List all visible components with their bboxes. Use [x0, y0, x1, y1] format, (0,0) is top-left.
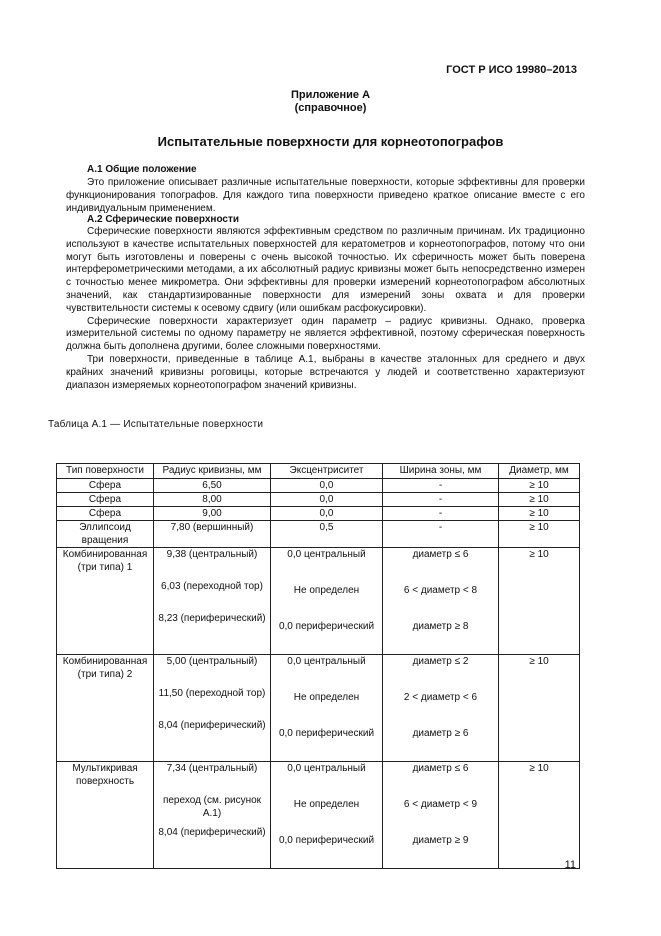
table-row	[57, 493, 580, 507]
table-header-row	[57, 464, 580, 479]
column-header: Ширина зоны, мм	[383, 464, 499, 479]
cell-zone	[383, 493, 499, 507]
surfaces-table	[56, 463, 580, 869]
cell-surface-type: Сфера	[57, 507, 154, 521]
table-row	[57, 479, 580, 493]
cell-surface-type: Мультикривая поверхность	[57, 762, 154, 869]
column-header: Эксцентриситет	[271, 464, 383, 479]
cell-value: диаметр ≥ 8	[412, 621, 469, 632]
cell-surface-type: Сфера	[57, 493, 154, 507]
cell-value: 9,38 (центральный)	[166, 549, 258, 560]
cell-value: диаметр ≤ 6	[412, 549, 469, 560]
cell-radius	[154, 479, 271, 493]
cell-radius	[154, 521, 271, 548]
cell-ecc	[271, 507, 383, 521]
cell-value: 8,04 (периферический)	[158, 720, 266, 731]
standard-id: ГОСТ Р ИСО 19980–2013	[446, 64, 577, 76]
column-header: Диаметр, мм	[499, 464, 580, 479]
cell-value: 6,03 (переходной тор)	[161, 581, 263, 592]
cell-value: Не определен	[293, 799, 360, 810]
cell-surface-type: Эллипсоид вращения	[57, 521, 154, 548]
cell-zone	[383, 479, 499, 493]
cell-zone	[383, 655, 499, 762]
cell-value: 0,0	[319, 480, 334, 491]
cell-value: 8,23 (периферический)	[158, 613, 266, 624]
cell-zone	[383, 548, 499, 655]
cell-value: диаметр ≥ 9	[412, 835, 469, 846]
cell-value: 7,80 (вершинный)	[170, 522, 254, 533]
cell-zone	[383, 762, 499, 869]
cell-radius	[154, 507, 271, 521]
cell-radius	[154, 493, 271, 507]
cell-value: 8,00	[202, 494, 222, 505]
cell-value: Не определен	[293, 585, 360, 596]
paragraph: Это приложение описывает различные испытательные поверхности, которые эффективны для проверки функционирования топографов. Для каждого типа поверхности приведено краткое описание вместе с его индивидуальным применением.	[66, 177, 585, 214]
cell-value: 9,00	[202, 508, 222, 519]
page-number: 11	[564, 859, 576, 871]
cell-radius	[154, 655, 271, 762]
cell-diameter: ≥ 10	[499, 479, 580, 493]
cell-value: диаметр ≤ 2	[412, 656, 469, 667]
paragraph: Три поверхности, приведенные в таблице А.1, выбраны в качестве эталонных для среднего и двух крайних значений кривизны роговицы, которые встречаются у людей и соответственно характеризуют диапазон измеряемых корнеотопографом значений кривизны.	[66, 353, 585, 391]
cell-value: диаметр ≥ 6	[412, 728, 469, 739]
cell-value: 0,0 периферический	[278, 621, 375, 632]
cell-ecc	[271, 762, 383, 869]
table-row	[57, 655, 580, 762]
cell-diameter: ≥ 10	[499, 493, 580, 507]
cell-diameter: ≥ 10	[499, 507, 580, 521]
table-caption: Таблица А.1 — Испытательные поверхности	[48, 419, 264, 430]
cell-value: -	[438, 508, 443, 519]
cell-value: 0,0 центральный	[287, 656, 366, 667]
cell-ecc	[271, 479, 383, 493]
cell-surface-type: Комбинированная (три типа) 1	[57, 548, 154, 655]
cell-diameter: ≥ 10	[499, 762, 580, 869]
cell-value: -	[438, 494, 443, 505]
cell-value: 0,0 периферический	[278, 835, 375, 846]
section-heading: А.1 Общие положение	[87, 164, 197, 175]
cell-value: 7,34 (центральный)	[166, 763, 258, 774]
appendix-subtitle: (справочное)	[294, 102, 367, 114]
column-header: Тип поверхности	[57, 464, 154, 479]
cell-value: 8,04 (периферический)	[158, 827, 266, 838]
paragraph: Сферические поверхности являются эффективным средством по различным причинам. Их традиционно используют в качестве испытательных поверхностей для кератометров и корнеотопографов, потому что они могут быть изготовлены и поверены с очень высокой точностью. Их сферичность может быть поверена интерферометрическими методами, а их абсолютный радиус кривизны может быть непосредственно измерен с точностью менее микрометра. Они эффективны для проверки измерений корнеотопографом абсолютных значений, как стандартизированные поверхности для измерений зоны охвата и для проверки чувствительности системы к осевому сдвигу (или ошибкам расфокусировки).	[66, 226, 585, 314]
cell-surface-type: Сфера	[57, 479, 154, 493]
cell-ecc	[271, 548, 383, 655]
table-row	[57, 521, 580, 548]
cell-diameter: ≥ 10	[499, 655, 580, 762]
cell-value: -	[438, 480, 443, 491]
cell-ecc	[271, 493, 383, 507]
cell-value: 0,0 центральный	[287, 763, 366, 774]
cell-value: Не определен	[293, 692, 360, 703]
cell-value: 5,00 (центральный)	[166, 656, 258, 667]
section-body	[66, 226, 585, 392]
paragraph: Сферические поверхности характеризует один параметр – радиус кривизны. Однако, проверка измерительной системы по одному параметру не является эффективной, поэтому сферическая поверхность должна быть дополнена другими, более сложными поверхностями.	[66, 315, 585, 353]
column-header: Радиус кривизны, мм	[154, 464, 271, 479]
cell-diameter: ≥ 10	[499, 521, 580, 548]
cell-value: 2 < диаметр < 6	[403, 692, 478, 703]
cell-value: 0,0	[319, 494, 334, 505]
table-row	[57, 507, 580, 521]
cell-value: -	[438, 522, 443, 533]
cell-value: диаметр ≤ 6	[412, 763, 469, 774]
cell-value: 6 < диаметр < 9	[403, 799, 478, 810]
cell-value: 11,50 (переходной тор)	[158, 688, 266, 699]
cell-zone	[383, 521, 499, 548]
cell-ecc	[271, 655, 383, 762]
cell-value: 0,0 центральный	[287, 549, 366, 560]
appendix-title: Приложение А	[290, 89, 371, 101]
cell-value: 0,0	[319, 508, 334, 519]
page-title: Испытательные поверхности для корнеотопографов	[157, 134, 504, 149]
cell-surface-type: Комбинированная (три типа) 2	[57, 655, 154, 762]
cell-value: 0,0 периферический	[278, 728, 375, 739]
table-row	[57, 548, 580, 655]
section-heading: А.2 Сферические поверхности	[87, 214, 240, 225]
cell-diameter: ≥ 10	[499, 548, 580, 655]
cell-radius	[154, 548, 271, 655]
cell-value: 0,5	[319, 522, 334, 533]
cell-value: переход (см. рисунок А.1)	[162, 795, 262, 819]
cell-ecc	[271, 521, 383, 548]
cell-value: 6,50	[202, 480, 222, 491]
cell-zone	[383, 507, 499, 521]
section-body	[66, 177, 585, 215]
table-row	[57, 762, 580, 869]
cell-value: 6 < диаметр < 8	[403, 585, 478, 596]
cell-radius	[154, 762, 271, 869]
